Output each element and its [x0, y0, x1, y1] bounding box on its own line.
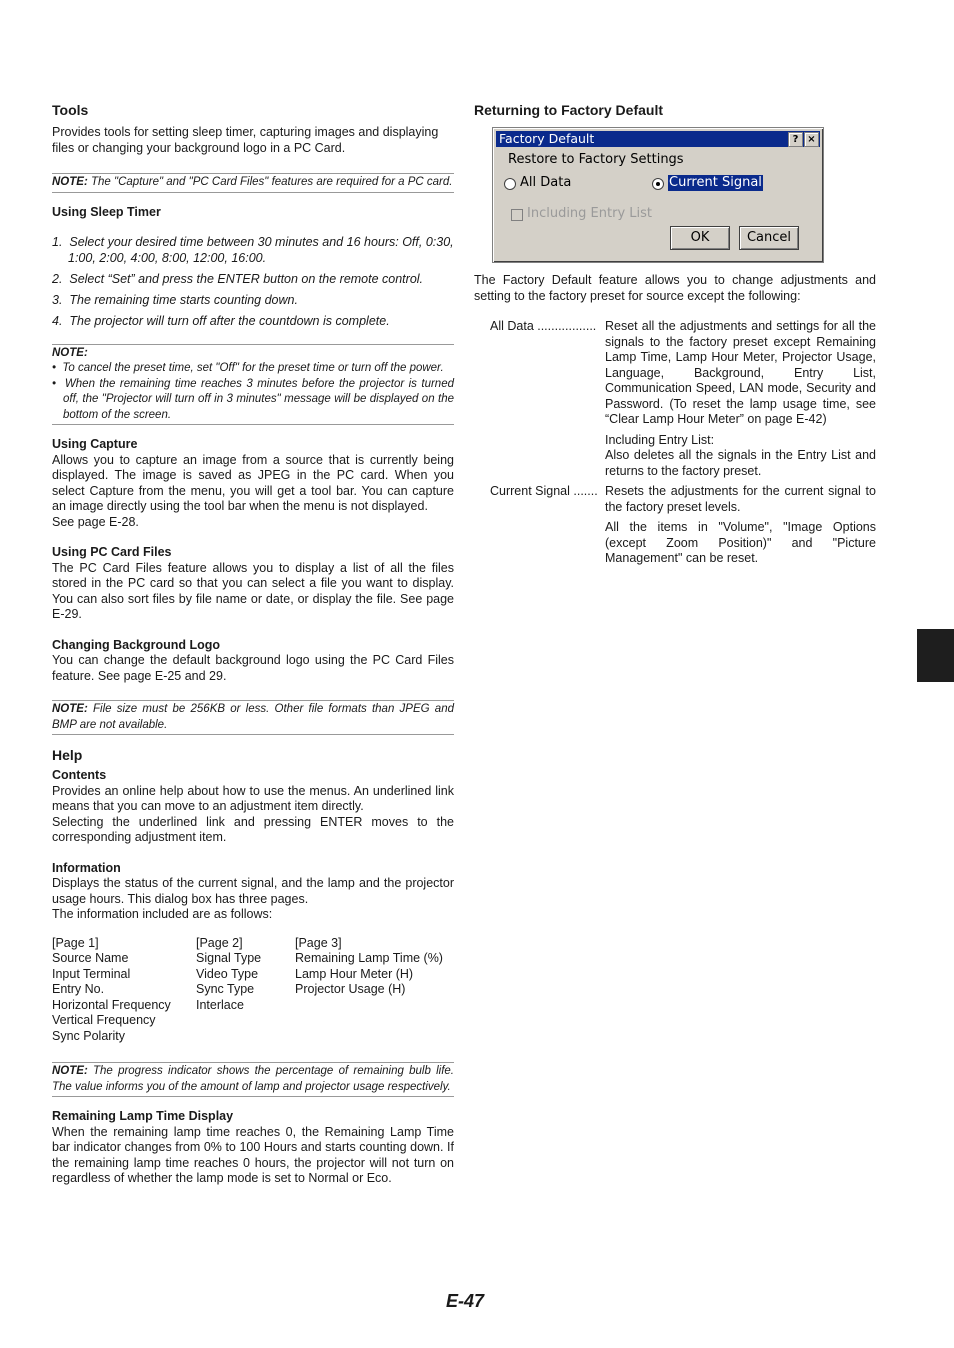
- sleep-timer-heading: Using Sleep Timer: [52, 204, 161, 219]
- list-item: Input Terminal: [52, 966, 131, 981]
- capture-see: See page E-28.: [52, 514, 139, 529]
- current-signal-radio[interactable]: [652, 178, 664, 190]
- step-item: 4. The projector will turn off after the countdown is complete.: [52, 313, 390, 328]
- spacer: [490, 520, 605, 567]
- contents-text-1: Provides an online help about how to use the menus. An underlined link means that you can move to an adjustment item directly.: [52, 783, 454, 813]
- list-item: Sync Polarity: [52, 1028, 125, 1043]
- spacer: [490, 433, 605, 480]
- close-icon[interactable]: ×: [804, 132, 819, 147]
- dialog-title-bar: [496, 131, 820, 147]
- list-item: [Page 3]: [295, 935, 342, 950]
- list-item: Horizontal Frequency: [52, 997, 171, 1012]
- help-icon[interactable]: ?: [788, 132, 803, 147]
- dialog-label: Restore to Factory Settings: [508, 152, 684, 167]
- information-text-1: Displays the status of the current signal, and the lamp and the projector usage hours. This dialog box has three pages.: [52, 876, 454, 906]
- lamp-display-heading: Remaining Lamp Time Display: [52, 1109, 234, 1123]
- list-item: Interlace: [196, 997, 244, 1012]
- exception-row-current-signal: [490, 484, 876, 515]
- step-item: 2. Select “Set” and press the ENTER button on the remote control.: [52, 271, 424, 286]
- including-entry-list-checkbox[interactable]: [511, 209, 523, 221]
- page-3-list: [295, 936, 443, 1045]
- pc-card-files-text: The PC Card Files feature allows you to display a list of all the files stored in the PC card so that you can select a file you want to display. You can also sort files by file name or date, or display the file. See page E-29.: [52, 560, 454, 621]
- dialog-title: Factory Default: [499, 131, 595, 146]
- all-data-radio[interactable]: [504, 178, 516, 190]
- information-heading: Information: [52, 860, 121, 875]
- section-tab-marker: [917, 629, 954, 682]
- list-item: Source Name: [52, 951, 129, 965]
- sleep-timer-steps: [52, 235, 454, 329]
- contents-heading: Contents: [52, 768, 107, 782]
- factory-default-heading: Returning to Factory Default: [474, 102, 664, 118]
- current-signal-desc-2: All the items in "Volume", "Image Options (except Zoom Position)" and "Picture Management" can be reset.: [605, 520, 876, 565]
- tools-note: NOTE: The "Capture" and "PC Card Files" features are required for a PC card.: [52, 173, 454, 193]
- left-column: [52, 102, 454, 1187]
- list-item: Entry No.: [52, 982, 105, 996]
- sleep-timer-note: NOTE: • To cancel the preset time, set "Off" for the preset time or turn off the power. • When the remaining time reaches 3 minutes before the projector is turned off, the "Projector will turn off in 3 minutes" message will be displayed on the bottom of the screen.: [52, 344, 454, 426]
- cancel-button[interactable]: Cancel: [739, 226, 799, 250]
- note-item: • To cancel the preset time, set "Off" for the preset time or turn off the power.: [52, 362, 444, 374]
- page-1-list: [52, 936, 196, 1045]
- exception-row-entry-list: [490, 433, 876, 480]
- current-signal-desc: Resets the adjustments for the current signal to the factory preset levels.: [605, 484, 876, 514]
- note-item: • When the remaining time reaches 3 minutes before the projector is turned off, the "Projector will turn off in 3 minutes" message will be displayed on the bottom of the screen.: [52, 377, 454, 421]
- entry-list-head: Including Entry List:: [605, 432, 715, 447]
- step-item: 3. The remaining time starts counting down.: [52, 292, 298, 307]
- tools-heading: Tools: [52, 102, 89, 118]
- background-logo-text: You can change the default background logo using the PC Card Files feature. See page E-25 and 29.: [52, 653, 454, 683]
- help-heading: Help: [52, 747, 83, 763]
- tools-intro: Provides tools for setting sleep timer, capturing images and displaying files or changing your background logo in a PC Card.: [52, 125, 439, 155]
- all-data-term: All Data .................: [490, 319, 597, 333]
- background-logo-note: NOTE: File size must be 256KB or less. Other file formats than JPEG and BMP are not available.: [52, 700, 454, 735]
- capture-heading: Using Capture: [52, 437, 138, 451]
- list-item: [Page 1]: [52, 935, 99, 950]
- current-signal-label[interactable]: Current Signal: [669, 175, 762, 190]
- right-column: [474, 102, 876, 567]
- pc-card-files-heading: Using PC Card Files: [52, 545, 172, 559]
- list-item: Sync Type: [196, 982, 255, 996]
- factory-exceptions: [490, 319, 876, 567]
- help-note: NOTE: The progress indicator shows the percentage of remaining bulb life. The value informs you of the amount of lamp and projector usage respectively.: [52, 1062, 454, 1097]
- current-signal-term: Current Signal .......: [490, 484, 598, 498]
- lamp-display-text: When the remaining lamp time reaches 0, the Remaining Lamp Time bar indicator changes from 0% to 100 Hours and starts counting down. If the remaining lamp time reaches 0 hours, the projector will not turn on regardless of whether the lamp mode is set to Normal or Eco.: [52, 1124, 454, 1185]
- entry-list-desc: Also deletes all the signals in the Entry List and returns to the factory preset.: [605, 448, 876, 478]
- exception-row-current-signal-2: [490, 520, 876, 567]
- all-data-desc: Reset all the adjustments and settings for all the signals to the factory preset except Remaining Lamp Time, Lamp Hour Meter, Projector Usage, Language, Background, Entry List, Communication Speed, LAN mode, Security and Password. (To reset the lamp usage time, see “Clear Lamp Hour Meter” on page E-42): [605, 319, 876, 426]
- including-entry-list-label[interactable]: Including Entry List: [527, 206, 653, 221]
- ok-button[interactable]: OK: [670, 226, 730, 250]
- entry-list-block: [605, 433, 876, 480]
- page-2-list: [196, 936, 295, 1045]
- list-item: [Page 2]: [196, 935, 243, 950]
- list-item: Vertical Frequency: [52, 1013, 156, 1027]
- factory-intro: The Factory Default feature allows you to change adjustments and setting to the factory preset for source except the following:: [474, 273, 876, 303]
- list-item: Remaining Lamp Time (%): [295, 951, 443, 965]
- all-data-label[interactable]: All Data: [520, 175, 572, 190]
- contents-text-2: Selecting the underlined link and pressing ENTER moves to the corresponding adjustment item.: [52, 814, 454, 844]
- page-number: E-47: [446, 1291, 485, 1311]
- information-pages: [52, 936, 454, 1045]
- exception-row-all-data: [490, 319, 876, 428]
- factory-default-dialog: [492, 127, 824, 263]
- information-text-2: The information included are as follows:: [52, 907, 273, 921]
- list-item: Lamp Hour Meter (H): [295, 966, 414, 981]
- capture-text: Allows you to capture an image from a source that is currently being displayed. The image is saved as JPEG in the PC card. When you select Capture from the menu, you will get a tool bar. You can capture an image directly using the tool bar when the menu is not displayed.: [52, 452, 454, 513]
- list-item: Projector Usage (H): [295, 982, 406, 996]
- list-item: Signal Type: [196, 951, 262, 965]
- step-item: 1. Select your desired time between 30 minutes and 16 hours: Off, 0:30, 1:00, 2:00, 4:00, 8:00, 12:00, 16:00.: [52, 235, 454, 265]
- background-logo-heading: Changing Background Logo: [52, 637, 221, 652]
- list-item: Video Type: [196, 966, 259, 981]
